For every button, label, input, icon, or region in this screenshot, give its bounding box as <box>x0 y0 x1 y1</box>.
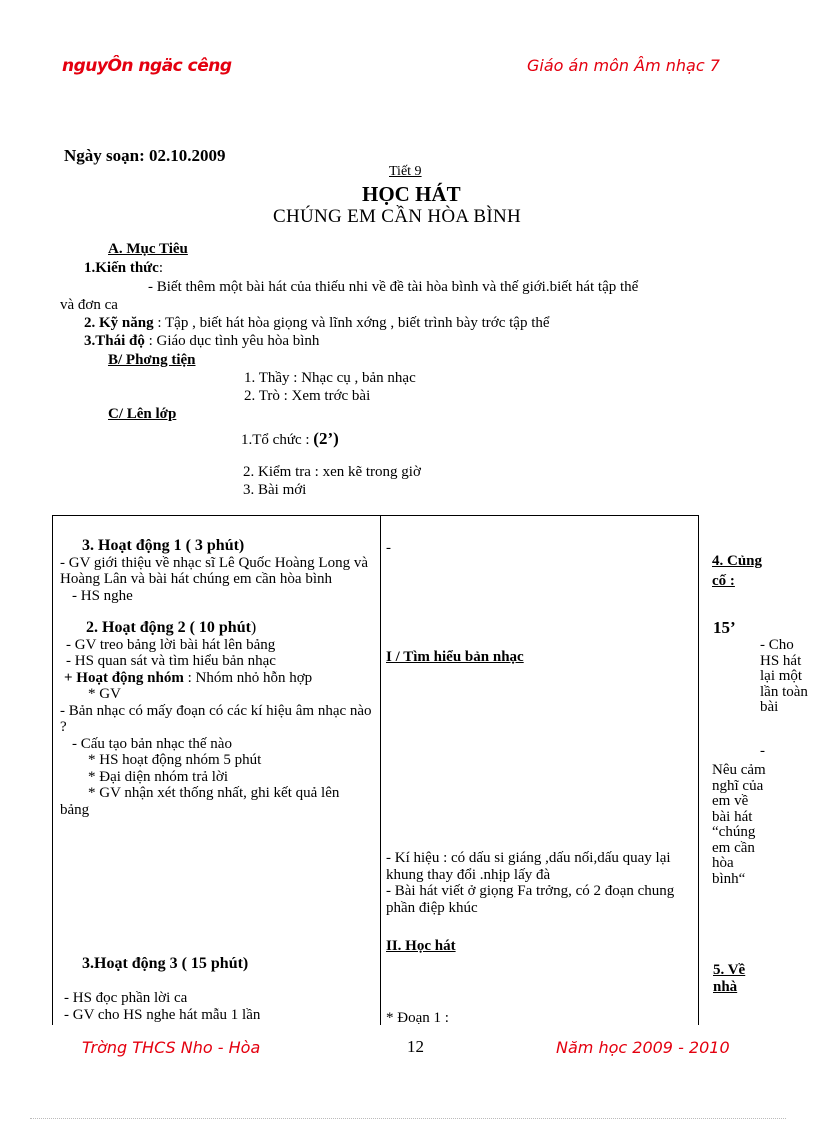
table-left-column <box>60 538 372 818</box>
activity-2-group-line <box>60 670 372 687</box>
consolidation-line-2: Nêu cảm nghĩ của em về bài hát “chúng em cần hòa bình“ <box>712 762 766 887</box>
consolidation-heading: 4. Củng cố : <box>712 553 763 589</box>
skills-label: 2. Kỹ năng <box>84 315 154 331</box>
organization-label: 1.Tổ chức : <box>241 432 314 448</box>
page-number: 12 <box>407 1037 424 1056</box>
attitude-line <box>84 333 319 350</box>
knowledge-label: 1.Kiến thức <box>84 260 159 276</box>
activity-2-line-3: * GV <box>88 686 121 702</box>
table-column-divider <box>380 515 381 1025</box>
footer-school: Trờng THCS Nho - Hòa <box>82 1038 261 1057</box>
knowledge-colon: : <box>158 260 164 276</box>
homework-heading: 5. Về nhà <box>713 962 746 995</box>
activity-2-line-8: * GV nhận xét thống nhất, ghi kết quả lên bảng <box>60 785 340 818</box>
section-c-item-2: 2. Kiểm tra : xen kẽ trong giờ <box>243 464 421 480</box>
activity-2-line-1: - GV treo bảng lời bài hát lên bảng <box>66 636 276 653</box>
activity-3-title: 3.Hoạt động 3 ( 15 phút) <box>82 955 249 972</box>
lesson-number: Tiết 9 <box>389 164 422 179</box>
activity-2-title: 2. Hoạt động 2 ( 10 phút <box>86 619 251 636</box>
consolidation-line-1: - Cho HS hát lại một lần toàn bài <box>760 637 808 715</box>
header-subject: Giáo án môn Âm nhạc 7 <box>527 56 720 75</box>
section-c-heading: C/ Lên lớp <box>108 406 177 422</box>
activity-2-line-6: * HS hoạt động nhóm 5 phút <box>88 752 262 768</box>
organization-time: (2’) <box>313 429 339 448</box>
song-title: CHÚNG EM CẦN HÒA BÌNH <box>273 206 522 227</box>
skills-line <box>84 315 550 332</box>
attitude-label: 3.Thái độ <box>84 333 145 349</box>
section-a-heading: A. Mục Tiêu <box>108 241 188 257</box>
consolidation-time: 15’ <box>713 618 736 637</box>
activity-1-line-2: - HS nghe <box>72 587 133 604</box>
section-b-item-1: 1. Thầy : Nhạc cụ , bản nhạc <box>244 370 416 386</box>
section-1-body <box>386 850 694 916</box>
section-2-heading: II. Học hát <box>386 938 456 954</box>
activity-2-line-2: - HS quan sát và tìm hiểu bản nhạc <box>66 653 276 669</box>
section-1-line-2: - Bài hát viết ở giọng Fa trởng, có 2 đoạn chung phần điệp khúc <box>386 883 675 916</box>
attitude-text: : Giáo dục tình yêu hòa bình <box>148 333 320 349</box>
knowledge-line <box>84 260 163 277</box>
section-1-heading: I / Tìm hiểu bản nhạc <box>386 649 524 665</box>
header-author: nguyÔn ngäc cêng <box>62 56 232 76</box>
activity-2-title-line <box>60 620 372 637</box>
activity-3-line-1: - HS đọc phần lời ca <box>64 990 188 1006</box>
group-activity-label: + Hoạt động nhóm <box>64 669 184 686</box>
activity-2-line-4: - Bản nhạc có mấy đoạn có các kí hiệu âm nhạc nào ? <box>60 702 372 735</box>
knowledge-text: - Biết thêm một bài hát của thiếu nhi về đề tài hòa bình và thế giới.biết hát tập thể <box>148 279 639 295</box>
skills-text: : Tập , biết hát hòa giọng và lĩnh xớng , biết trình bày trớc tập thể <box>157 315 550 331</box>
footer-school-year: Năm học 2009 - 2010 <box>556 1038 730 1057</box>
page-bottom-rule <box>30 1118 786 1119</box>
activity-2-line-5: - Cấu tạo bản nhạc thế nào <box>72 735 232 752</box>
consolidation-dash: - <box>760 743 765 759</box>
activity-3-line-2: - GV cho HS nghe hát mẫu 1 lần <box>64 1007 261 1023</box>
section-2-line-1: * Đoạn 1 : <box>386 1010 449 1024</box>
knowledge-text-cont: và đơn ca <box>60 297 118 313</box>
activity-2-title-paren: ) <box>250 619 257 636</box>
activity-2-line-7: * Đại diện nhóm trả lời <box>88 768 228 785</box>
section-c-item-1 <box>241 429 339 449</box>
section-b-item-2: 2. Trò : Xem trớc bài <box>244 388 371 404</box>
activity-1-line-1: - GV giới thiệu về nhạc sĩ Lê Quốc Hoàng Long và Hoàng Lân và bài hát chúng em cần hòa bình <box>60 554 368 587</box>
date-line: Ngày soạn: 02.10.2009 <box>64 146 226 165</box>
section-b-heading: B/ Phơng tiện <box>108 352 196 368</box>
section-c-item-3: 3. Bài mới <box>243 482 307 498</box>
middle-dash: - <box>386 540 391 556</box>
section-1-line-1: - Kí hiệu : có dấu si giáng ,dấu nối,dấu quay lại khung thay đổi .nhịp lấy đà <box>386 850 671 883</box>
lesson-title: HỌC HÁT <box>362 182 461 206</box>
group-activity-text: : Nhóm nhỏ hỗn hợp <box>183 669 313 686</box>
activity-1-title: 3. Hoạt động 1 ( 3 phút) <box>82 537 245 554</box>
